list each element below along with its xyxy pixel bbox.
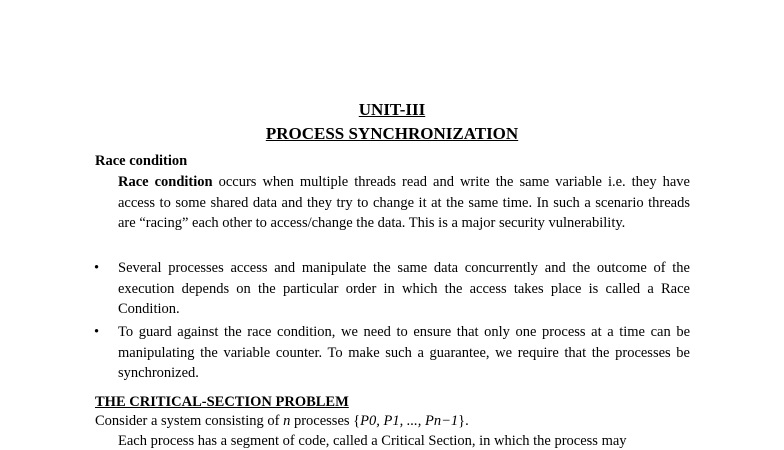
unit-title: UNIT-III xyxy=(358,100,426,119)
bullet-item-concurrent-access: Several processes access and manipulate the same data concurrently and the outcome of the execution depends on the particular order in which the access takes place is called a Race Condition. xyxy=(118,260,690,317)
consider-prefix: Consider a system consisting of xyxy=(95,413,284,429)
process-set: P0, P1, ..., Pn−1 xyxy=(360,413,459,429)
bullet-marker: • xyxy=(94,260,100,276)
race-condition-definition: occurs when multiple threads read and write the same variable i.e. they have access to some shared data and they try to change it at the same time. In such a scenario threads are “racing” each other to access/change the data. This is a major security vulnerability. xyxy=(118,174,690,231)
consider-mid: processes { xyxy=(290,413,361,429)
page-title: PROCESS SYNCHRONIZATION xyxy=(265,124,519,143)
race-condition-term: Race condition xyxy=(118,174,213,190)
bullet-item-guard-race: To guard against the race condition, we need to ensure that only one process at a time can be manipulating the variable counter. To make such a guarantee, we require that the processes be synchronized. xyxy=(118,324,690,381)
bullet-marker: • xyxy=(94,324,100,340)
race-condition-intro xyxy=(118,172,690,234)
consider-n: n xyxy=(283,413,291,429)
race-condition-heading: Race condition xyxy=(95,153,188,169)
critical-section-intro xyxy=(95,412,469,430)
critical-section-cutoff-line: Each process has a segment of code, called a Critical Section, in which the process may xyxy=(118,433,627,449)
consider-suffix: }. xyxy=(458,413,469,429)
critical-section-heading: THE CRITICAL-SECTION PROBLEM xyxy=(95,394,349,410)
